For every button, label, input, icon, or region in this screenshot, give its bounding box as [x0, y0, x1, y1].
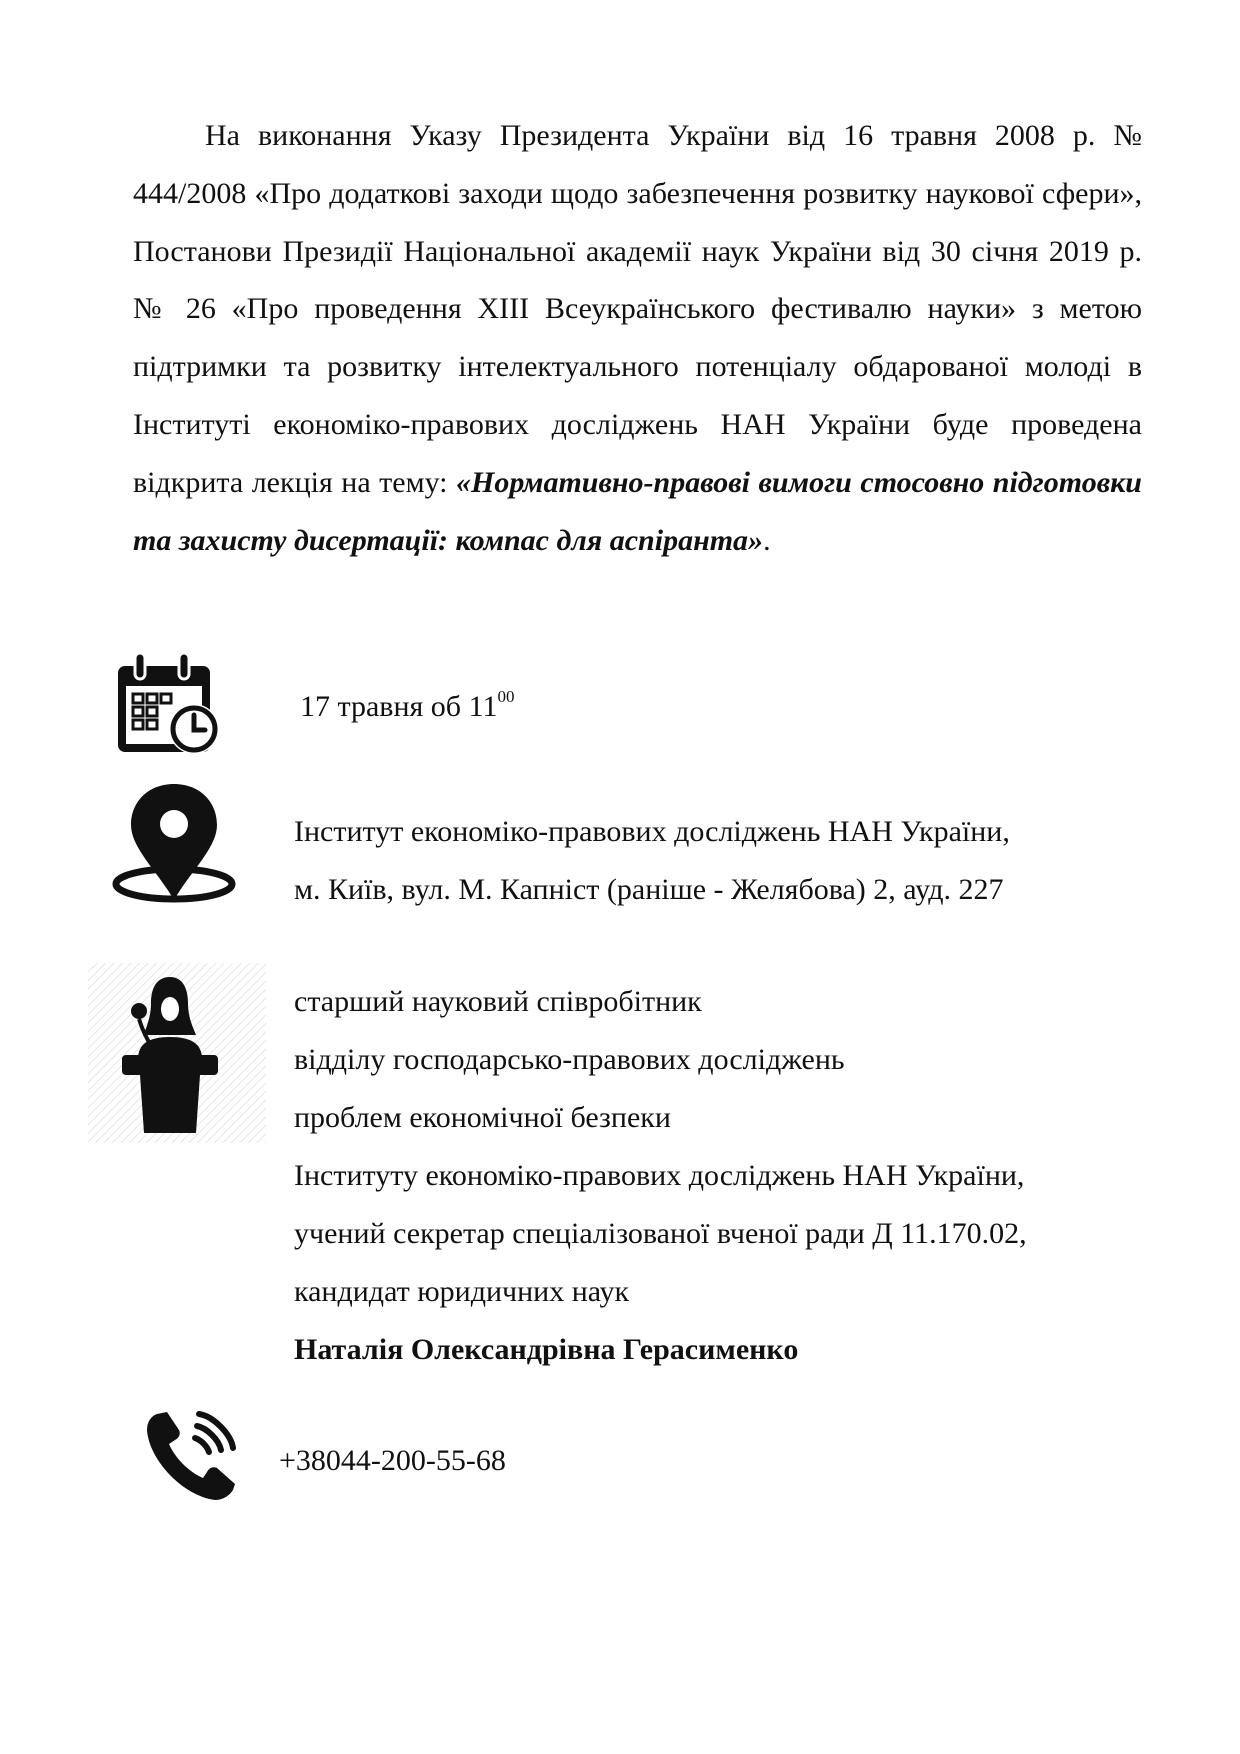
speaker-line: відділу господарсько-правових досліджень [294, 1043, 845, 1076]
event-date: 17 травня об $11^{00}$ [300, 687, 515, 723]
speaker-line: Інституту економіко-правових досліджень НАН України, [294, 1159, 1025, 1192]
speaker-line: старший науковий співробітник [294, 985, 702, 1018]
location-line-1: Інститут економіко-правових досліджень НАН України, [294, 815, 1010, 848]
location-line-2: м. Київ, вул. М. Капніст (раніше - Желябова) 2, ауд. 227 [294, 873, 1004, 906]
map-pin-icon [112, 780, 236, 904]
speaker-line: учений секретар спеціалізованої вченої ради Д 11.170.02, [294, 1217, 1027, 1250]
lecture-topic: «Нормативно-правові вимоги стосовно підготовки та захисту дисертації: компас для аспіранта» [133, 465, 1142, 557]
speaker-line: проблем економічної безпеки [294, 1101, 671, 1134]
speaker-name: Наталія Олександрівна Герасименко [294, 1333, 799, 1366]
intro-paragraph [133, 107, 1142, 569]
phone-number: +38044-200-55-68 [279, 1444, 506, 1477]
intro-text: На виконання Указу Президента України від 16 травня 2008 р. № 444/2008 «Про додаткові заходи щодо забезпечення розвитку наукової сфери», Постанови Президії Національної академії наук України від 30 січня 2019 р. № 26 «Про проведення XIII Всеукраїнського фестивалю науки» з метою підтримки та розвитку інтелектуального потенціалу обдарованої молоді в Інституті економіко-правових досліджень НАН України буде проведена відкрита лекція на тему: [133, 119, 1142, 499]
phone-icon [143, 1408, 239, 1504]
calendar-clock-icon [115, 652, 223, 756]
intro-end: . [763, 523, 771, 557]
speaker-line: кандидат юридичних наук [294, 1275, 630, 1308]
speaker-podium-icon [88, 963, 266, 1143]
